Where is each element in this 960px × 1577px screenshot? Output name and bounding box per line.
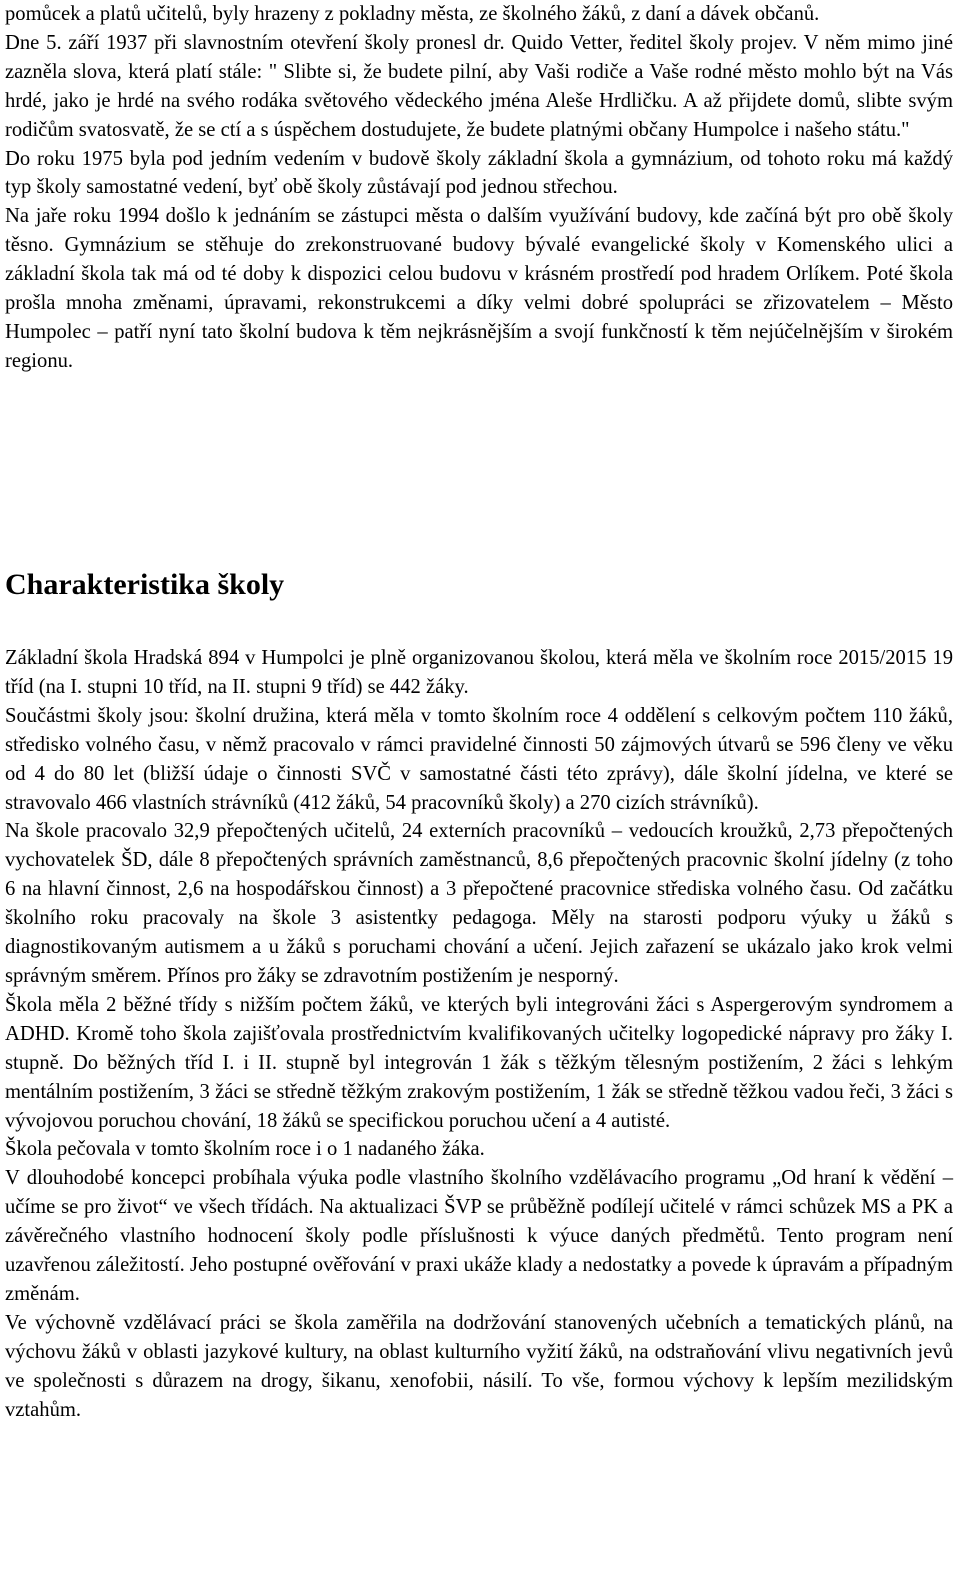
paragraph: pomůcek a platů učitelů, byly hrazeny z pokladny města, ze školného žáků, z daní a dávek občanů. <box>5 3 820 25</box>
paragraph: Na jaře roku 1994 došlo k jednáním se zástupci města o dalším využívání budovy, kde začíná být pro obě školy těsno. Gymnázium se stěhuje do zrekonstruované budovy bývalé evangelické školy v Komenského ulici a základní škola tak má od té doby k dispozici celou budovu v krásném prostředí pod hradem Orlíkem. Poté škola prošla mnoha změnami, úpravami, rekonstrukcemi a díky velmi dobré spolupráci se zřizovatelem – Město Humpolec – patří nyní tato školní budova k těm nejkrásnějším a svojí funkčností k těm nejúčelnějším v širokém regionu. <box>5 205 953 372</box>
paragraph: Základní škola Hradská 894 v Humpolci je plně organizovanou školou, která měla ve školním roce 2015/2015 19 tříd (na I. stupni 10 tříd, na II. stupni 9 tříd) se 442 žáky. <box>5 647 953 698</box>
paragraph: Ve výchovně vzdělávací práci se škola zaměřila na dodržování stanovených učebních a tematických plánů, na výchovu žáků v oblasti jazykové kultury, na oblast kulturního vyžití žáků, na odstraňování vlivu negativních jevů ve společnosti s důrazem na drogy, šikanu, xenofobii, násilí. To vše, formou výchovy k lepším mezilidským vztahům. <box>5 1311 953 1421</box>
paragraph: V dlouhodobé koncepci probíhala výuka podle vlastního školního vzdělávacího programu „Od hraní k vědění – učíme se pro život“ ve všech třídách. Na aktualizaci ŠVP se průběžně podílejí učitelé v rámci schůzek MS a PK a závěrečného vlastního hodnocení školy podle příslušnosti k výuce daných předmětů. Tento program není uzavřenou záležitostí. Jeho postupné ověřování v praxi ukáže klady a nedostatky a povede k úpravám a případným změnám. <box>5 1167 953 1305</box>
paragraph: Škola pečovala v tomto školním roce i o 1 nadaného žáka. <box>5 1138 485 1161</box>
characteristics-section <box>5 644 953 1424</box>
paragraph: Dne 5. září 1937 při slavnostním otevření školy pronesl dr. Quido Vetter, ředitel školy projev. V něm mimo jiné zazněla slova, která platí stále: " Slibte si, že budete pilní, aby Vaši rodiče a Vaše rodné město mohlo být na Vás hrdé, jako je hrdé na svého rodáka světového vědeckého jména Aleše Hrdličku. A až přijdete domů, slibte svým rodičům svatosvatě, že se ctí a s úspěchem dostudujete, že budete platnými občany Humpolce i našeho státu." <box>5 31 953 141</box>
paragraph: Do roku 1975 byla pod jedním vedením v budově školy základní škola a gymnázium, od tohoto roku má každý typ školy samostatné vedení, byť obě školy zůstávají pod jednou střechou. <box>5 147 953 199</box>
paragraph: Škola měla 2 běžné třídy s nižším počtem žáků, ve kterých byli integrováni žáci s Aspergerovým syndromem a ADHD. Kromě toho škola zajišťovala prostřednictvím kvalifikovaných učitelky logopedické nápravy pro žáky I. stupně. Do běžných tříd I. i II. stupně byl integrován 1 žák s těžkým tělesným postižením, 2 žáci s lehkým mentálním postižením, 3 žáci se středně těžkým zrakovým postižením, 1 žák se středně těžkou vadou řeči, 3 žáci s vývojovou poruchou chování, 18 žáků se specifickou poruchou učení a 4 autisté. <box>5 993 953 1132</box>
section-heading: Charakteristika školy <box>5 568 285 601</box>
paragraph: Součástmi školy jsou: školní družina, která měla v tomto školním roce 4 oddělení s celkovým počtem 110 žáků, středisko volného času, v němž pracovalo v rámci pravidelné činnosti 50 zájmových útvarů se 596 členy ve věku od 4 do 80 let (bližší údaje o činnosti SVČ v samostatné části této zprávy), dále školní jídelna, ve které se stravovalo 466 vlastních strávníků (412 žáků, 54 pracovníků školy) a 270 cizích strávníků). <box>5 704 953 814</box>
intro-section <box>5 0 953 376</box>
paragraph: Na škole pracovalo 32,9 přepočtených učitelů, 24 externích pracovníků – vedoucích kroužků, 2,73 přepočtených vychovatelek ŠD, dále 8 přepočtených správních zaměstnanců, 8,6 přepočtených pracovnic školní jídelny (z toho 6 na hlavní činnost, 2,6 na hospodářskou činnost) a 3 přepočtené pracovnice střediska volného času. Od začátku školního roku pracovaly na škole 3 asistentky pedagoga. Měly na starosti podporu výuky u žáků s diagnostikovaným autismem a u žáků s poruchami chování a učení. Jejich zařazení se ukázalo jako krok velmi správným směrem. Přínos pro žáky se zdravotním postižením je nesporný. <box>5 820 953 987</box>
